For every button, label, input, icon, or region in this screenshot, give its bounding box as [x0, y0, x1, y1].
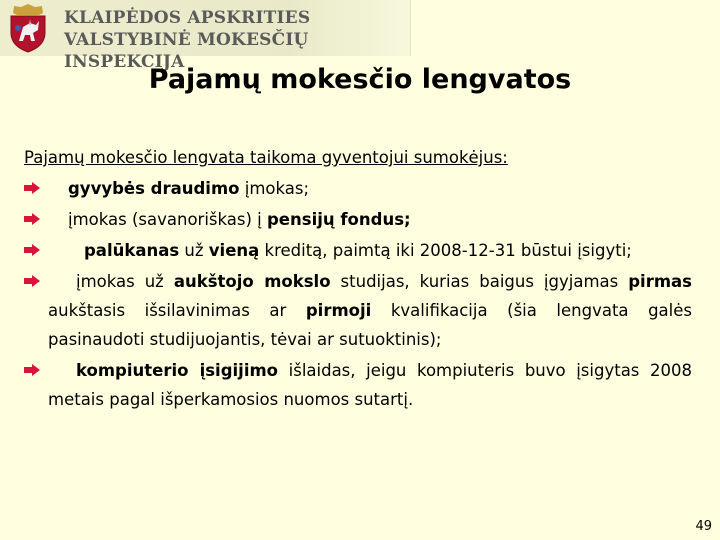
- page-number: 49: [695, 519, 712, 534]
- list-item: [24, 205, 692, 234]
- text-run: už: [179, 241, 209, 260]
- emphasized-text: vieną: [208, 241, 260, 260]
- text-run: įmokas;: [239, 179, 310, 198]
- list-item-text: [24, 267, 692, 354]
- list-item-text: [24, 356, 692, 414]
- text-run: įmokas (savanoriškas) į: [68, 210, 267, 229]
- emphasized-text: pirmoji: [305, 301, 372, 320]
- list-item: [24, 356, 692, 414]
- list-item-text: [24, 205, 692, 234]
- text-run: kreditą, paimtą iki 2008-12-31 būstui įsigyti;: [259, 241, 632, 260]
- arrow-bullet-icon: [24, 213, 40, 225]
- intro-text: Pajamų mokesčio lengvata taikoma gyventojui sumokėjus:: [24, 148, 508, 167]
- emphasized-text: aukštojo mokslo: [173, 272, 331, 291]
- bullet-list: [24, 174, 692, 416]
- list-item: [24, 267, 692, 354]
- emphasized-text: pirmas: [628, 272, 692, 291]
- text-run: išlaidas, jeigu kompiuteris buvo įsigytas 2008 metais pagal išperkamosios nuomos sutartį.: [48, 361, 692, 409]
- list-item: [24, 174, 692, 203]
- org-line-2: VALSTYBINĖ MOKESČIŲ INSPEKCIJA: [64, 30, 309, 72]
- slide-title: Pajamų mokesčio lengvatos: [148, 64, 572, 95]
- list-item-text: [24, 236, 692, 265]
- text-run: aukštasis išsilavinimas ar: [48, 301, 306, 320]
- header-banner: [0, 0, 411, 72]
- emphasized-text: gyvybės draudimo: [68, 179, 240, 198]
- text-run: kvalifikacija (šia lengvata galės pasinaudoti studijuojantis, tėvai ar sutuoktinis);: [48, 301, 693, 349]
- text-run: studijas, kurias baigus įgyjamas: [330, 272, 629, 291]
- coat-of-arms-icon: [6, 3, 50, 53]
- arrow-bullet-icon: [24, 244, 40, 256]
- emphasized-text: palūkanas: [84, 241, 180, 260]
- emphasized-text: kompiuterio įsigijimo: [76, 361, 279, 380]
- text-run: įmokas už: [76, 272, 174, 291]
- list-item-text: [24, 174, 692, 203]
- org-line-1: KLAIPĖDOS APSKRITIES: [64, 8, 311, 28]
- arrow-bullet-icon: [24, 275, 40, 287]
- arrow-bullet-icon: [24, 182, 40, 194]
- emphasized-text: pensijų fondus;: [267, 210, 411, 229]
- arrow-bullet-icon: [24, 364, 40, 376]
- list-item: [24, 236, 692, 265]
